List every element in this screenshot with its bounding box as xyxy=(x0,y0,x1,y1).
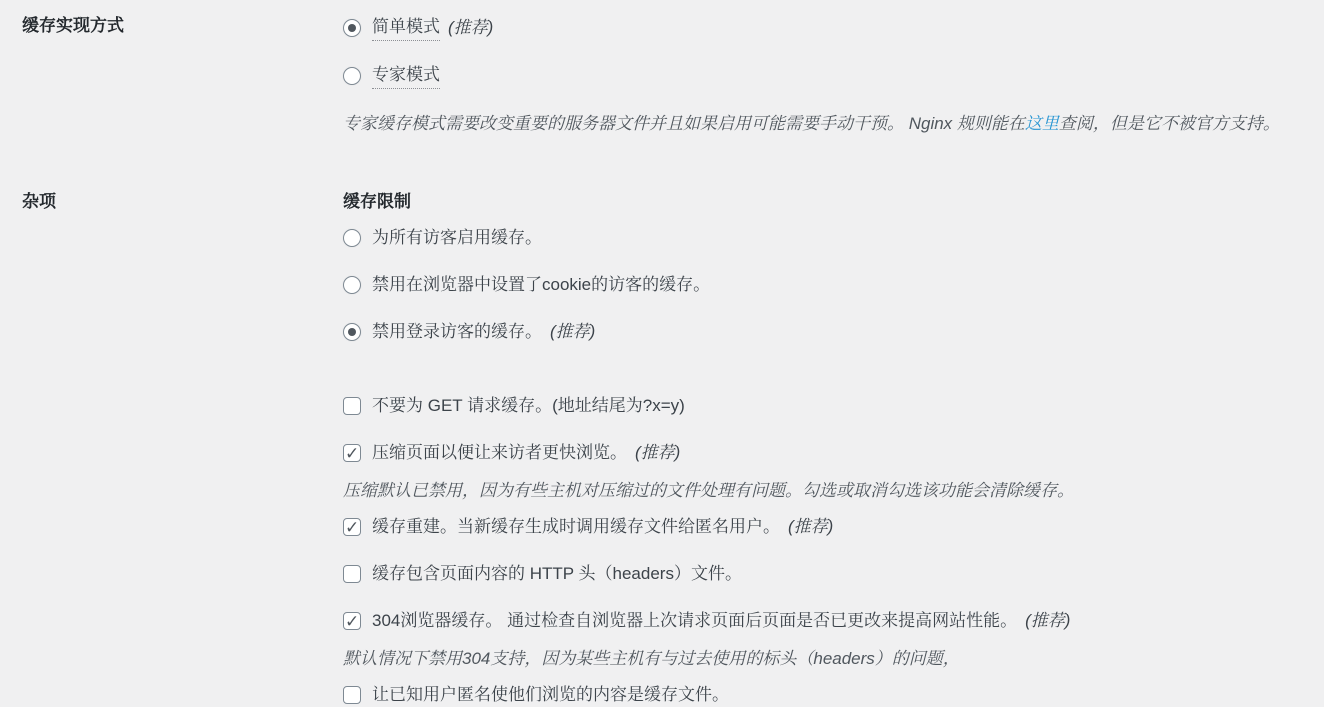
option-expert-mode xyxy=(343,64,1314,88)
radio-no-cache-cookie-visitors[interactable] xyxy=(343,276,361,294)
option-no-cache-logged-in xyxy=(343,320,1314,344)
compression-note: 压缩默认已禁用，因为有些主机对压缩过的文件处理有问题。勾选或取消勾选该功能会清除缓存。 xyxy=(343,481,1074,500)
cache-method-label: 缓存实现方式 xyxy=(22,16,124,35)
row-cache-method xyxy=(0,0,1324,136)
radio-cache-all-visitors[interactable] xyxy=(343,229,361,247)
radio-no-cache-logged-in[interactable] xyxy=(343,323,361,341)
option-no-cache-cookie-visitors xyxy=(343,273,1314,297)
no-cache-logged-in-recommended-badge: (推荐) xyxy=(550,322,596,342)
miscellaneous-label: 杂项 xyxy=(22,192,56,211)
option-known-users-anonymous xyxy=(343,683,1314,707)
option-compress-pages xyxy=(343,441,1314,465)
304-browser-cache-recommended-badge: (推荐) xyxy=(1025,611,1071,631)
miscellaneous-options xyxy=(343,176,1324,707)
option-cache-all-visitors xyxy=(343,226,1314,250)
cache-restriction-heading: 缓存限制 xyxy=(343,192,411,211)
option-cache-rebuild xyxy=(343,515,1314,539)
http-headers-label[interactable]: 缓存包含页面内容的 HTTP 头（headers）文件。 xyxy=(372,564,742,584)
checkbox-304-browser-cache[interactable] xyxy=(343,612,361,630)
checkbox-known-users-anonymous[interactable] xyxy=(343,686,361,704)
checkbox-cache-rebuild[interactable] xyxy=(343,518,361,536)
no-cache-logged-in-label[interactable]: 禁用登录访客的缓存。 xyxy=(372,322,542,342)
option-no-get-cache xyxy=(343,394,1314,418)
expert-mode-note-post: 查阅，但是它不被官方支持。 xyxy=(1058,114,1280,133)
checkbox-http-headers[interactable] xyxy=(343,565,361,583)
simple-mode-label[interactable]: 简单模式 xyxy=(372,15,440,41)
no-cache-cookie-visitors-label[interactable]: 禁用在浏览器中设置了cookie的访客的缓存。 xyxy=(372,275,711,295)
radio-expert-mode[interactable] xyxy=(343,67,361,85)
cache-method-options xyxy=(343,0,1324,136)
option-304-browser-cache xyxy=(343,609,1314,633)
cache-all-visitors-label[interactable]: 为所有访客启用缓存。 xyxy=(372,228,542,248)
simple-mode-recommended-badge: (推荐) xyxy=(448,18,494,38)
checkbox-compress-pages[interactable] xyxy=(343,444,361,462)
expert-mode-note xyxy=(343,112,1314,136)
no-get-cache-label[interactable]: 不要为 GET 请求缓存。(地址结尾为?x=y) xyxy=(372,396,685,416)
compress-pages-recommended-badge: (推荐) xyxy=(635,443,681,463)
radio-simple-mode[interactable] xyxy=(343,19,361,37)
option-http-headers xyxy=(343,562,1314,586)
304-note: 默认情况下禁用304支持，因为某些主机有与过去使用的标头（headers）的问题， xyxy=(343,649,960,668)
expert-mode-note-pre: 专家缓存模式需要改变重要的服务器文件并且如果启用可能需要手动干预。 Nginx 规则能在 xyxy=(343,114,1025,133)
option-simple-mode xyxy=(343,16,1314,40)
expert-mode-label[interactable]: 专家模式 xyxy=(372,63,440,89)
compress-pages-label[interactable]: 压缩页面以便让来访者更快浏览。 xyxy=(372,443,627,463)
cache-rebuild-recommended-badge: (推荐) xyxy=(788,517,834,537)
spacer xyxy=(343,367,1314,394)
checkbox-no-get-cache[interactable] xyxy=(343,397,361,415)
known-users-anonymous-label[interactable]: 让已知用户匿名使他们浏览的内容是缓存文件。 xyxy=(372,685,729,705)
row-miscellaneous xyxy=(0,176,1324,707)
cache-rebuild-label[interactable]: 缓存重建。当新缓存生成时调用缓存文件给匿名用户。 xyxy=(372,517,780,537)
nginx-rules-link[interactable]: 这里 xyxy=(1024,114,1059,133)
304-browser-cache-label[interactable]: 304浏览器缓存。 通过检查自浏览器上次请求页面后页面是否已更改来提高网站性能。 xyxy=(372,611,1018,631)
